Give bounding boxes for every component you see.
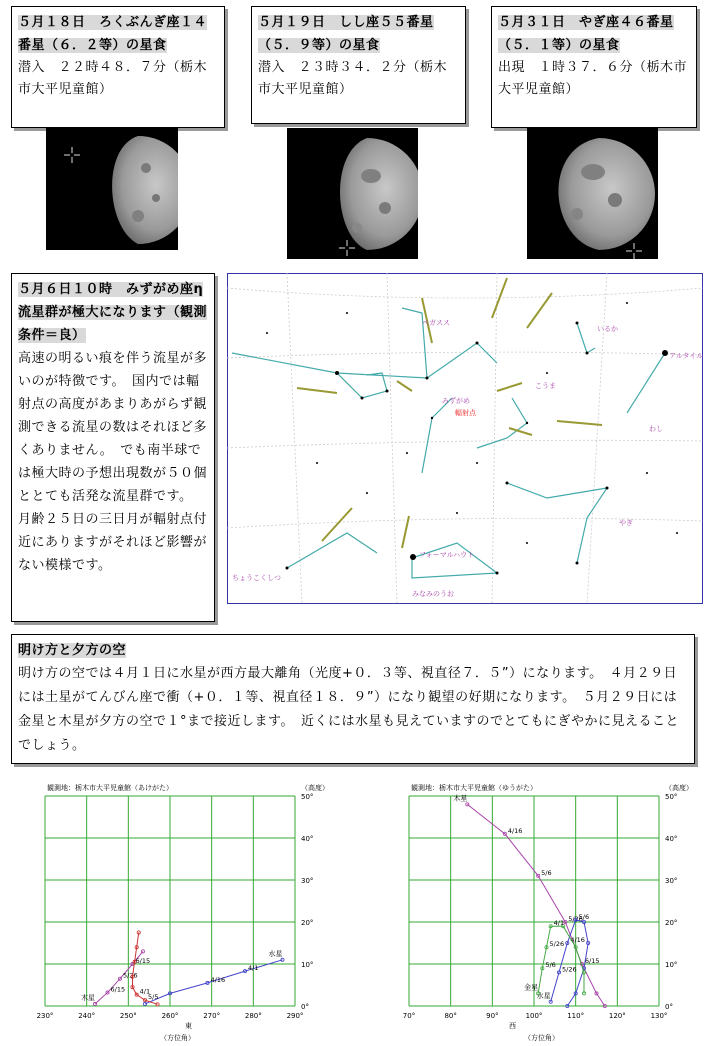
- starmap-label: いるか: [597, 325, 618, 333]
- point-date-label: 5/26: [568, 915, 583, 923]
- occultation-detail: 出現 １時３７．６分（栃木市大平児童館）: [498, 60, 688, 97]
- starmap-label: ちょうこくしつ: [232, 574, 281, 582]
- point-date-label: 4/16: [570, 936, 585, 944]
- meteor-shower-box: [11, 273, 215, 622]
- starmap-label: 輻射点: [455, 409, 476, 417]
- x-tick-label: 280°: [244, 1012, 262, 1020]
- y-tick-label: 20°: [301, 919, 314, 927]
- direction-label: 西: [509, 1022, 516, 1030]
- point-date-label: 6/15: [135, 957, 151, 965]
- y-tick-label: 50°: [665, 793, 678, 801]
- x-tick-label: 80°: [444, 1012, 457, 1020]
- y-tick-label: 0°: [665, 1003, 673, 1011]
- occultation-box-3: [491, 6, 697, 128]
- y-tick-label: 40°: [665, 835, 678, 843]
- y-axis-label: （高度）: [301, 784, 329, 792]
- y-tick-label: 50°: [301, 793, 314, 801]
- occultation-title: ５月１８日 ろくぶんぎ座１４番星（６．２等）の星食: [18, 15, 208, 53]
- x-tick-label: 290°: [286, 1012, 304, 1020]
- y-tick-label: 10°: [665, 961, 678, 969]
- x-tick-label: 270°: [203, 1012, 221, 1020]
- x-axis-label: （方位角）: [524, 1034, 559, 1042]
- x-axis-label: （方位角）: [160, 1034, 195, 1042]
- point-date-label: 4/1: [139, 987, 151, 996]
- chart-title: 観測地：栃木市大平児童館（あけがた）: [47, 784, 173, 792]
- point-date-label: 5/26: [549, 940, 565, 949]
- star-map: [227, 273, 703, 604]
- series-name-label: 金星: [524, 983, 539, 992]
- meteor-shower-title: ５月６日１０時 みずがめ座η流星群が極大になります（観測条件＝良）: [18, 282, 208, 343]
- starmap-label: アルタイル: [669, 352, 703, 360]
- point-date-label: 6/15: [110, 985, 126, 994]
- starmap-label: みずがめ: [442, 397, 470, 405]
- point-date-label: 5/6: [541, 868, 552, 877]
- chart-background: [30, 776, 340, 1044]
- x-tick-label: 260°: [161, 1012, 179, 1020]
- dusk-chart: [394, 776, 704, 1044]
- x-tick-label: 250°: [119, 1012, 137, 1020]
- moon-image-2: [287, 128, 418, 259]
- point-date-label: 5/6: [545, 961, 556, 970]
- sky-body: 明け方の空では４月１日に水星が西方最大離角（光度+０．３等、視直径７．５”）になります。 ４月２９日には土星がてんびん座で衝（+０．１等、視直径１８．９”）になり観望の好期になります。 ５月２９日には金星と木星が夕方の空で１°まで接近します。 近くには水星も見えていますのでとてもにぎやかに見えることでしょう。: [18, 666, 679, 753]
- occultation-box-2: [251, 6, 466, 124]
- series-name-label: 水星: [536, 991, 551, 1000]
- y-tick-label: 20°: [665, 919, 678, 927]
- occultation-detail: 潜入 ２２時４８．７分（栃木市大平児童館）: [18, 60, 208, 97]
- moon-image-1: [46, 128, 178, 250]
- moon-image-3: [527, 128, 658, 259]
- y-tick-label: 10°: [301, 961, 314, 969]
- y-tick-label: 30°: [665, 877, 678, 885]
- point-date-label: 5/26: [123, 971, 138, 980]
- point-date-label: 5/26: [562, 965, 577, 974]
- series-name-label: 木星: [453, 794, 468, 803]
- point-date-label: 5/5: [148, 993, 159, 1002]
- series-name-label: 木星: [81, 993, 95, 1002]
- x-tick-label: 110°: [567, 1012, 585, 1020]
- x-tick-label: 230°: [36, 1012, 54, 1020]
- x-tick-label: 240°: [78, 1012, 96, 1020]
- point-date-label: 4/1: [248, 964, 259, 973]
- x-tick-label: 90°: [486, 1012, 499, 1020]
- occultation-box-1: [11, 6, 225, 128]
- starmap-label: わし: [649, 425, 663, 433]
- x-tick-label: 130°: [650, 1012, 668, 1020]
- starmap-label: やぎ: [619, 519, 633, 527]
- chart-title: 観測地：栃木市大平児童館（ゆうがた）: [411, 784, 537, 792]
- starmap-label: フォーマルハウト: [419, 551, 475, 559]
- x-tick-label: 70°: [402, 1012, 416, 1020]
- occultation-detail: 潜入 ２３時３４．２分（栃木市大平児童館）: [258, 60, 448, 97]
- occultation-title: ５月３１日 やぎ座４６番星（５．１等）の星食: [498, 15, 674, 53]
- x-tick-label: 120°: [608, 1012, 626, 1020]
- y-tick-label: 0°: [301, 1003, 309, 1011]
- point-date-label: 5/6: [578, 912, 590, 921]
- y-axis-label: （高度）: [665, 784, 693, 792]
- point-date-label: 6/15: [584, 957, 600, 965]
- starmap-label: みなみのうお: [412, 590, 454, 598]
- sky-box: [11, 634, 695, 764]
- meteor-shower-body: 高速の明るい痕を伴う流星が多いのが特徴です。 国内では輻射点の高度があまりあがらず観測できる流星の数はそれほど多くありません。 でも南半球では極大時の予想出現数が５０個ととても活発な流星群です。 月齢２５日の三日月が輻射点付近にありますがそれほど影響がない模様です。: [18, 351, 208, 573]
- y-tick-label: 40°: [301, 835, 314, 843]
- starmap-label: こうま: [535, 382, 556, 390]
- dawn-chart: [30, 776, 340, 1044]
- x-tick-label: 100°: [525, 1012, 543, 1020]
- point-date-label: 4/16: [507, 826, 523, 835]
- point-date-label: 4/16: [210, 975, 226, 984]
- occultation-title: ５月１９日 しし座５５番星（５．９等）の星食: [258, 15, 434, 53]
- chart-background: [394, 776, 704, 1044]
- direction-label: 東: [185, 1022, 192, 1030]
- y-tick-label: 30°: [301, 877, 314, 885]
- sky-title: 明け方と夕方の空: [18, 643, 127, 658]
- series-name-label: 水星: [268, 949, 283, 958]
- starmap-label: ペガスス: [422, 319, 450, 327]
- point-date-label: 4/1: [553, 919, 565, 928]
